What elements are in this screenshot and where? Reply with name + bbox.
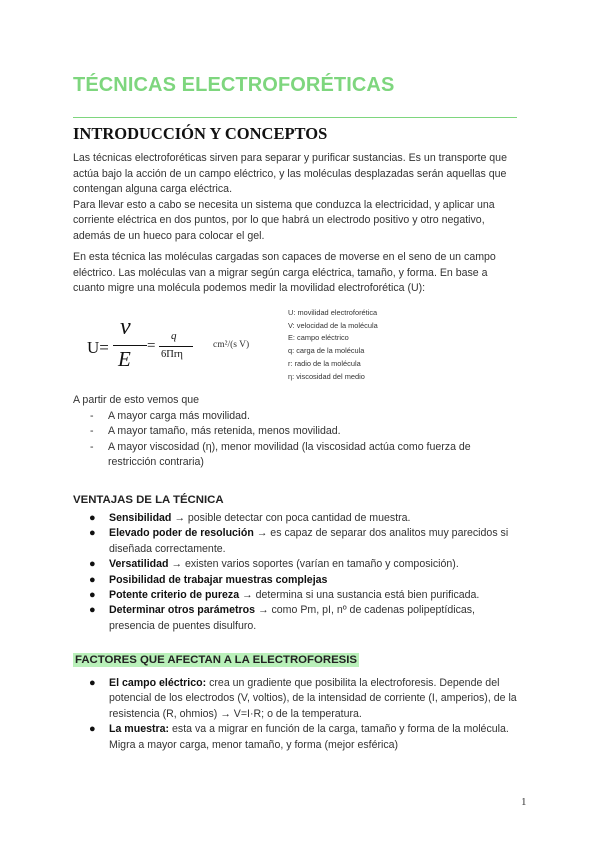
formula-numerator-q: q xyxy=(171,330,177,342)
bullet-marker: ● xyxy=(89,589,96,602)
list-item-text: A mayor carga más movilidad. xyxy=(108,410,250,422)
formula-equals: = xyxy=(147,338,156,354)
list-item-bold: Sensibilidad xyxy=(109,512,172,524)
bullet-marker: ● xyxy=(89,573,96,586)
factors-heading: FACTORES QUE AFECTAN A LA ELECTROFORESIS xyxy=(75,654,358,666)
legend-item: r: radio de la molécula xyxy=(288,358,361,368)
consequence-list xyxy=(90,409,530,471)
dash-marker: - xyxy=(90,410,94,422)
list-item xyxy=(90,409,530,424)
list-item xyxy=(89,722,529,753)
advantages-list xyxy=(89,511,529,634)
document-title: TÉCNICAS ELECTROFORÉTICAS xyxy=(73,74,395,96)
formula-fraction-bar xyxy=(113,345,147,346)
formula-denominator-6pirn: 6Πrη xyxy=(161,349,183,360)
title-underline xyxy=(73,117,517,118)
bullet-marker: ● xyxy=(89,512,96,524)
list-item-text: → como Pm, pI, nº de cadenas polipeptídicas, presencia de puentes disulfuro. xyxy=(109,604,475,632)
legend-item: U: movilidad electroforética xyxy=(288,308,378,317)
formula-lhs: U= xyxy=(87,338,109,357)
factors-list xyxy=(89,676,529,753)
legend-item: η: viscosidad del medio xyxy=(288,371,365,381)
list-item-bold: Determinar otros parámetros xyxy=(109,604,256,617)
list-item-bold: Potente criterio de pureza xyxy=(109,589,240,602)
intro-line: actúa bajo la acción de un campo eléctrico, y las moléculas desplazadas serán aquellas que xyxy=(73,167,507,180)
section-title: INTRODUCCIÓN Y CONCEPTOS xyxy=(73,124,328,143)
intro-line: Las técnicas electroforéticas sirven para separar y purificar sustancias. Es un transporte que xyxy=(73,152,507,164)
list-item xyxy=(89,511,529,526)
bullet-marker: ● xyxy=(89,558,96,571)
list-item xyxy=(89,603,529,634)
legend-item: E: campo eléctrico xyxy=(288,333,349,343)
list-item xyxy=(89,588,529,603)
intro-line: contengan alguna carga eléctrica. xyxy=(73,183,233,196)
bullet-marker: ● xyxy=(89,604,96,617)
formula-units: cm²/(s V) xyxy=(213,340,250,350)
list-item xyxy=(89,526,529,557)
advantages-heading: VENTAJAS DE LA TÉCNICA xyxy=(73,494,224,506)
mobility-paragraph xyxy=(73,250,523,297)
list-item-text: A mayor viscosidad (η), menor movilidad (la viscosidad actúa como fuerza de restricción contraria) xyxy=(108,440,471,469)
intro-line: además de un hueco para colocar el gel. xyxy=(73,229,265,242)
mobility-formula xyxy=(87,314,267,376)
page-number: 1 xyxy=(521,796,527,808)
list-item-bold: La muestra: xyxy=(109,723,170,736)
bullet-marker: ● xyxy=(89,723,96,736)
list-item xyxy=(90,424,530,439)
consequence-intro: A partir de esto vemos que xyxy=(73,394,200,406)
legend-item: q: carga de la molécula xyxy=(288,346,365,356)
list-item-bold: El campo eléctrico: xyxy=(109,677,207,689)
list-item-bold: Posibilidad de trabajar muestras complejas xyxy=(109,573,328,586)
formula-denominator-e: E xyxy=(118,347,131,371)
list-item-text: → posible detectar con poca cantidad de muestra. xyxy=(171,512,411,524)
list-item-text: esta va a migrar en función de la carga, tamaño y forma de la molécula. Migra a mayor carga, menor tamaño, y forma (mejor esférica) xyxy=(109,723,509,751)
list-item-text: → determina si una sustancia está bien purificada. xyxy=(239,589,480,602)
list-item-bold: Versatilidad xyxy=(109,558,169,571)
list-item xyxy=(89,676,529,722)
bullet-marker: ● xyxy=(89,527,96,540)
mobility-line: cuanto migre una molécula podemos medir la movilidad electroforética (U): xyxy=(73,282,426,295)
list-item xyxy=(89,557,529,572)
list-item xyxy=(89,573,529,588)
legend-item: V: velocidad de la molécula xyxy=(288,320,378,330)
dash-marker: - xyxy=(90,425,94,438)
intro-line: corriente eléctrica en dos puntos, por lo que habrá un electrodo positivo y otro negativo, xyxy=(73,214,485,227)
list-item-text: → es capaz de separar dos analitos muy parecidos si diseñada correctamente. xyxy=(109,527,509,555)
list-item-bold: Elevado poder de resolución xyxy=(109,527,254,540)
list-item-text: A mayor tamaño, más retenida, menos movilidad. xyxy=(108,425,341,438)
formula-fraction-bar-2 xyxy=(159,346,193,347)
mobility-line: eléctrico. Las moléculas van a migrar según carga eléctrica, tamaño, y forma. En base a xyxy=(73,266,488,279)
intro-line: Para llevar esto a cabo se necesita un sistema que conduzca la electricidad, y aplicar una xyxy=(73,198,495,211)
bullet-marker: ● xyxy=(89,677,96,689)
intro-paragraph xyxy=(73,151,523,245)
dash-marker: - xyxy=(90,440,94,453)
formula-legend xyxy=(288,307,378,383)
mobility-line: En esta técnica las moléculas cargadas son capaces de moverse en el seno de un campo xyxy=(73,251,496,263)
list-item-text: crea un gradiente que posibilita la electroforesis. Depende del potencial de los electrodos (V, voltios), de la intensidad de corriente (I, amperios), de la resistencia (R, ohmios) → V=I·R; o de la temperatura. xyxy=(109,677,517,720)
list-item-text: → existen varios soportes (varían en tamaño y composición). xyxy=(168,558,459,571)
list-item xyxy=(90,440,530,471)
formula-numerator-v: v xyxy=(120,314,131,340)
